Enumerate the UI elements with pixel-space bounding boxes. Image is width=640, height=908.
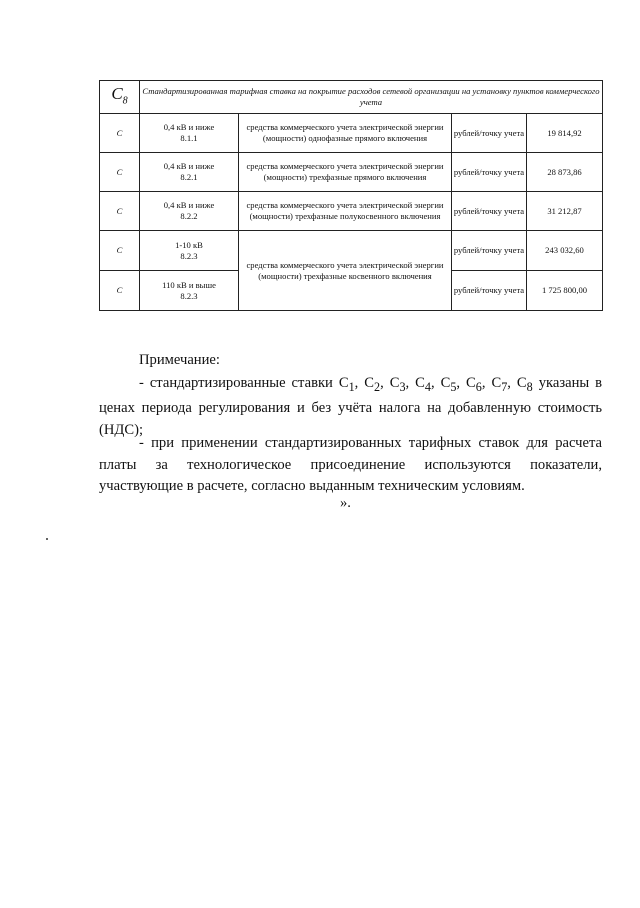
row-unit: рублей/точку учета	[452, 192, 527, 231]
rate-symbol: $C_3$	[389, 375, 406, 394]
tariff-table	[99, 80, 603, 311]
row-description: средства коммерческого учета электрической энергии (мощности) трехфазные прямого включения	[239, 153, 452, 192]
table-row	[100, 231, 603, 271]
row-unit: рублей/точку учета	[452, 114, 527, 153]
scan-speck	[46, 538, 48, 540]
rates-list: $C_1$, $C_2$, $C_3$, $C_4$, $C_5$, $C_6$, $C_7$, $C_8$	[338, 375, 533, 394]
rate-symbol: $C_2$	[364, 375, 381, 394]
row-value: 19 814,92	[527, 114, 603, 153]
header-symbol: $C_8$	[100, 81, 140, 114]
row-unit: рублей/точку учета	[452, 231, 527, 271]
row-symbol: C	[100, 153, 140, 192]
table-row	[100, 114, 603, 153]
row-value: 31 212,87	[527, 192, 603, 231]
rate-symbol: $C_1$	[338, 375, 355, 394]
note-rates-intro: - стандартизированные ставки	[139, 375, 339, 391]
row-symbol: C	[100, 114, 140, 153]
rate-symbol: $C_6$	[466, 375, 482, 394]
row-voltage-level: 1-10 кВ 8.2.3	[140, 231, 239, 271]
row-voltage-level: 0,4 кВ и ниже 8.2.1	[140, 153, 239, 192]
rate-symbol: $C_7$	[491, 375, 508, 394]
row-symbol: C	[100, 271, 140, 311]
row-value: 243 032,60	[527, 231, 603, 271]
row-description-merged: средства коммерческого учета электрической энергии (мощности) трехфазные косвенного включения	[239, 231, 452, 311]
closing-quote: ».	[340, 495, 351, 511]
row-unit: рублей/точку учета	[452, 153, 527, 192]
note-paragraph-params: - при применении стандартизированных тарифных ставок для расчета платы за технологическое присоединение используются показатели, участвующие в расчете, согласно выданным техническим условиям.	[99, 435, 602, 494]
table-row	[100, 153, 603, 192]
table-header-row	[100, 81, 603, 114]
row-voltage-level: 0,4 кВ и ниже 8.1.1	[140, 114, 239, 153]
row-voltage-level: 0,4 кВ и ниже 8.2.2	[140, 192, 239, 231]
row-symbol: C	[100, 192, 140, 231]
row-symbol: C	[100, 231, 140, 271]
note-heading: Примечание:	[139, 352, 220, 368]
rate-symbol: $C_4$	[415, 375, 431, 394]
row-value: 28 873,86	[527, 153, 603, 192]
row-voltage-level: 110 кВ и выше 8.2.3	[140, 271, 239, 311]
row-description: средства коммерческого учета электрической энергии (мощности) трехфазные полукосвенного включения	[239, 192, 452, 231]
rate-symbol: $C_8$	[516, 375, 533, 394]
rate-symbol: $C_5$	[440, 375, 457, 394]
header-title: Стандартизированная тарифная ставка на покрытие расходов сетевой организации на установку пунктов коммерческого учета	[140, 81, 603, 114]
row-unit: рублей/точку учета	[452, 271, 527, 311]
note-rates-tail: указаны в ценах периода регулирования и без учёта налога на добавленную стоимость (НДС);	[99, 375, 603, 438]
row-description: средства коммерческого учета электрической энергии (мощности) однофазные прямого включения	[239, 114, 452, 153]
note-paragraph-rates	[99, 373, 602, 441]
table-row	[100, 192, 603, 231]
row-value: 1 725 800,00	[527, 271, 603, 311]
